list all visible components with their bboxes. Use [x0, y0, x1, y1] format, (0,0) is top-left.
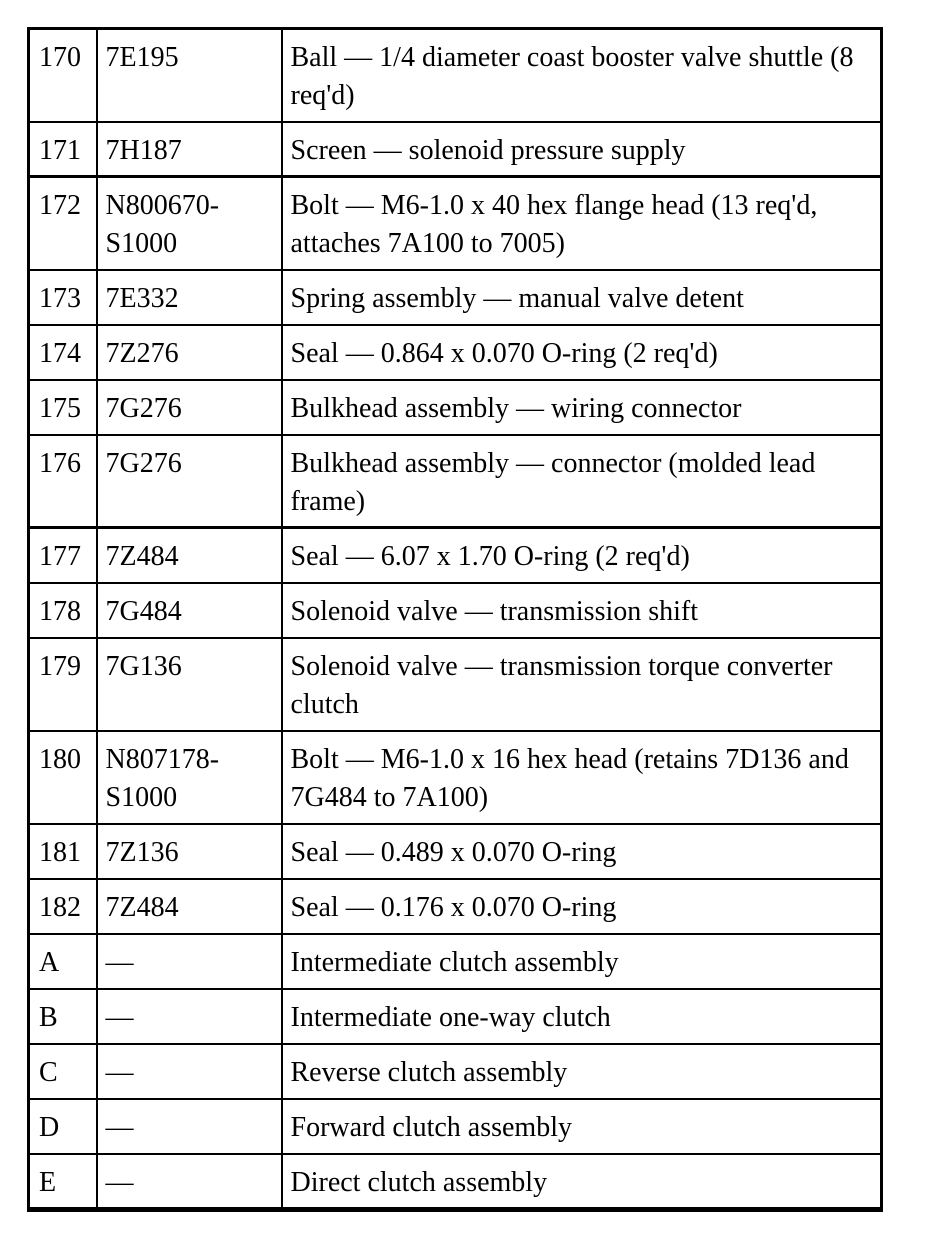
part-description: Solenoid valve — transmission shift [282, 583, 882, 638]
part-description: Direct clutch assembly [282, 1154, 882, 1210]
item-number: C [29, 1044, 97, 1099]
item-number: 177 [29, 528, 97, 583]
part-number: — [97, 1099, 282, 1154]
table-row [29, 270, 882, 325]
item-number: B [29, 989, 97, 1044]
table-row [29, 528, 882, 583]
item-number: 175 [29, 380, 97, 435]
part-description: Seal — 0.489 x 0.070 O-ring [282, 824, 882, 879]
part-number: 7H187 [97, 122, 282, 177]
item-number: 176 [29, 435, 97, 528]
part-number: — [97, 934, 282, 989]
table-row [29, 435, 882, 528]
table-row [29, 1099, 882, 1154]
table-row [29, 824, 882, 879]
part-number: 7E195 [97, 29, 282, 122]
part-number: 7G276 [97, 380, 282, 435]
table-row [29, 879, 882, 934]
part-description: Reverse clutch assembly [282, 1044, 882, 1099]
part-description: Intermediate one-way clutch [282, 989, 882, 1044]
part-description: Forward clutch assembly [282, 1099, 882, 1154]
part-description: Screen — solenoid pressure supply [282, 122, 882, 177]
table-row [29, 177, 882, 270]
part-number: — [97, 1154, 282, 1210]
item-number: 171 [29, 122, 97, 177]
part-description: Seal — 0.176 x 0.070 O-ring [282, 879, 882, 934]
part-description: Spring assembly — manual valve detent [282, 270, 882, 325]
table-row [29, 583, 882, 638]
item-number: 178 [29, 583, 97, 638]
part-number: 7E332 [97, 270, 282, 325]
part-number: 7Z276 [97, 325, 282, 380]
table-row [29, 638, 882, 731]
item-number: 180 [29, 731, 97, 824]
part-description: Bolt — M6-1.0 x 40 hex flange head (13 req'd, attaches 7A100 to 7005) [282, 177, 882, 270]
parts-table [27, 27, 883, 1212]
part-description: Bolt — M6-1.0 x 16 hex head (retains 7D136 and 7G484 to 7A100) [282, 731, 882, 824]
part-description: Seal — 0.864 x 0.070 O-ring (2 req'd) [282, 325, 882, 380]
part-number: 7G484 [97, 583, 282, 638]
part-description: Solenoid valve — transmission torque converter clutch [282, 638, 882, 731]
item-number: 179 [29, 638, 97, 731]
part-number: 7Z136 [97, 824, 282, 879]
part-number: — [97, 1044, 282, 1099]
part-number: 7G136 [97, 638, 282, 731]
part-number: 7Z484 [97, 528, 282, 583]
item-number: E [29, 1154, 97, 1210]
part-number: 7Z484 [97, 879, 282, 934]
part-description: Bulkhead assembly — wiring connector [282, 380, 882, 435]
item-number: 173 [29, 270, 97, 325]
item-number: D [29, 1099, 97, 1154]
table-row [29, 29, 882, 122]
table-row [29, 989, 882, 1044]
part-number: N800670- S1000 [97, 177, 282, 270]
table-row [29, 1044, 882, 1099]
table-row [29, 1154, 882, 1210]
part-number: 7G276 [97, 435, 282, 528]
part-description: Ball — 1/4 diameter coast booster valve shuttle (8 req'd) [282, 29, 882, 122]
part-number: N807178- S1000 [97, 731, 282, 824]
item-number: 174 [29, 325, 97, 380]
part-number: — [97, 989, 282, 1044]
table-row [29, 122, 882, 177]
table-row [29, 731, 882, 824]
item-number: 172 [29, 177, 97, 270]
table-row [29, 325, 882, 380]
part-description: Bulkhead assembly — connector (molded lead frame) [282, 435, 882, 528]
table-row [29, 934, 882, 989]
part-description: Seal — 6.07 x 1.70 O-ring (2 req'd) [282, 528, 882, 583]
part-description: Intermediate clutch assembly [282, 934, 882, 989]
item-number: 181 [29, 824, 97, 879]
item-number: 170 [29, 29, 97, 122]
table-row [29, 380, 882, 435]
item-number: 182 [29, 879, 97, 934]
item-number: A [29, 934, 97, 989]
